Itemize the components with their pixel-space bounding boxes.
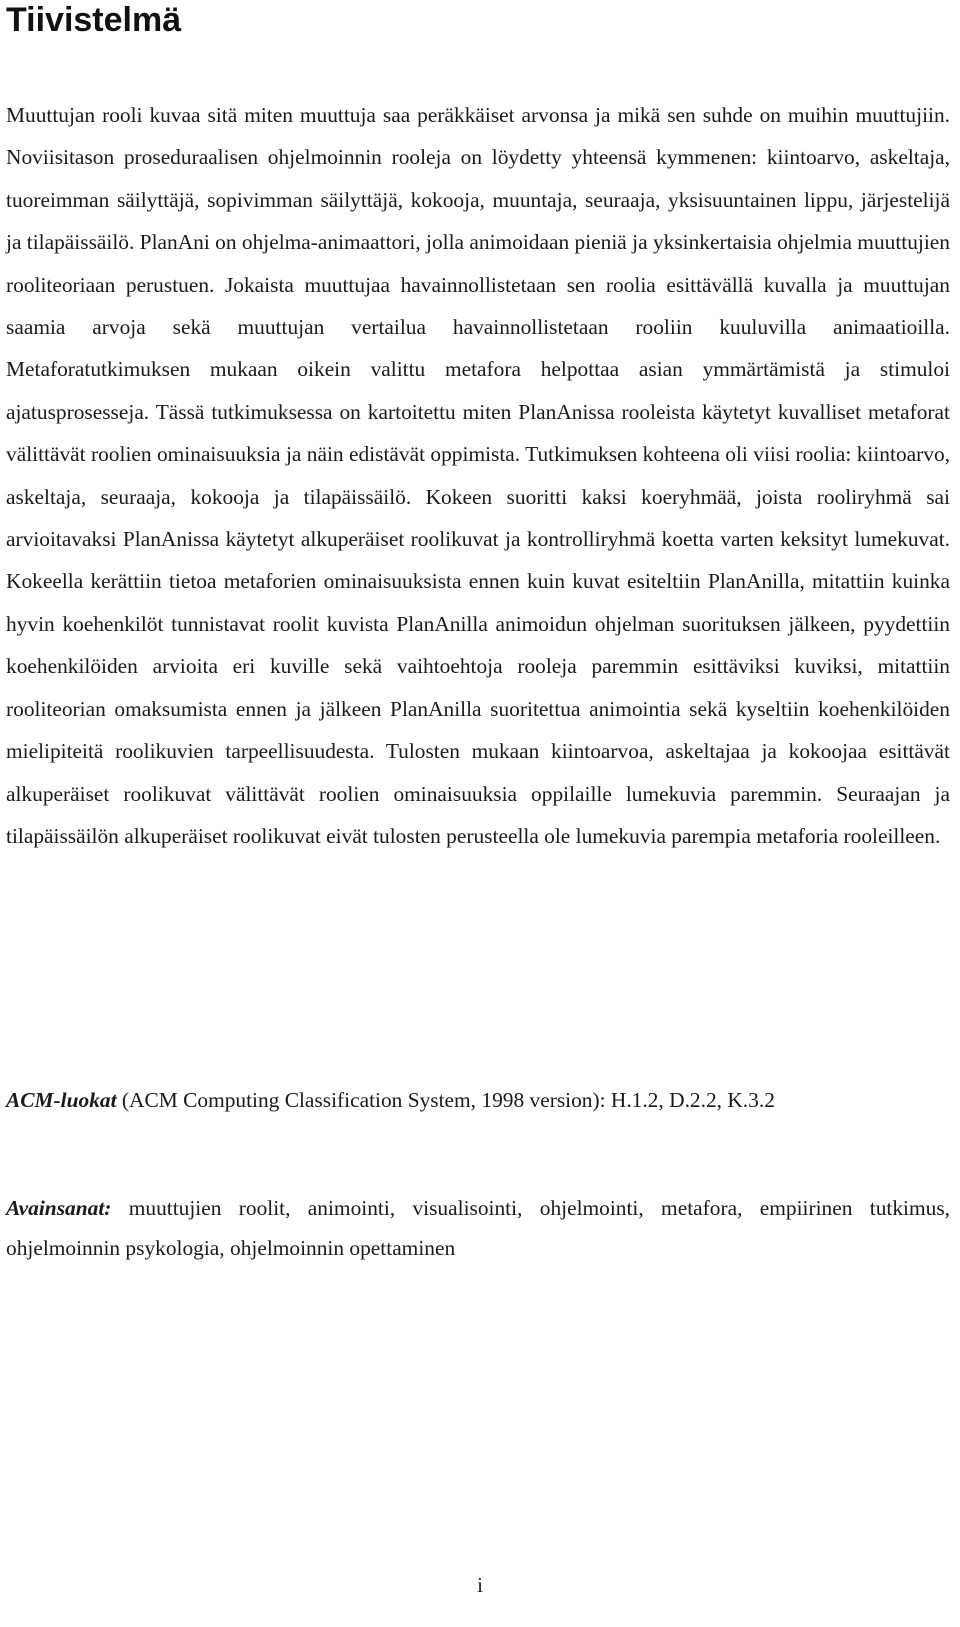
acm-classification [6,1080,950,1120]
acm-text: (ACM Computing Classification System, 1998 version): H.1.2, D.2.2, K.3.2 [116,1088,775,1112]
keywords-label: Avainsanat: [6,1196,112,1220]
keywords-text: muuttujien roolit, animointi, visualisointi, ohjelmointi, metafora, empiirinen tutkimus, ohjelmoinnin psykologia, ohjelmoinnin opettaminen [6,1196,950,1260]
page-number: i [477,1573,483,1597]
chapter-title: Tiivistelmä [6,1,182,39]
acm-label: ACM-luokat [6,1088,117,1112]
abstract-paragraph: Muuttujan rooli kuvaa sitä miten muuttuja saa peräkkäiset arvonsa ja mikä sen suhde on muihin muuttujiin. Noviisitason proseduraalisen ohjelmoinnin rooleja on löydetty yhteensä kymmenen: kiintoarvo, askeltaja, tuoreimman säilyttäjä, sopivimman säilyttäjä, kokooja, muuntaja, seuraaja, yksisuuntainen lippu, järjestelijä ja tilapäissäilö. PlanAni on ohjelma-animaattori, jolla animoidaan pieniä ja yksinkertaisia ohjelmia muuttujien rooliteoriaan perustuen. Jokaista muuttujaa havainnollistetaan sen roolia esittävällä kuvalla ja muuttujan saamia arvoja sekä muuttujan vertailua havainnollistetaan rooliin kuuluvilla animaatioilla. Metaforatutkimuksen mukaan oikein valittu metafora helpottaa asian ymmärtämistä ja stimuloi ajatusprosesseja. Tässä tutkimuksessa on kartoitettu miten PlanAnissa rooleista käytetyt kuvalliset metaforat välittävät roolien ominaisuuksia ja näin edistävät oppimista. Tutkimuksen kohteena oli viisi roolia: kiintoarvo, askeltaja, seuraaja, kokooja ja tilapäissäilö. Kokeen suoritti kaksi koeryhmää, joista rooliryhmä sai arvioitavaksi PlanAnissa käytetyt alkuperäiset roolikuvat ja kontrolliryhmä koetta varten keksityt lumekuvat. Kokeella kerättiin tietoa metaforien ominaisuuksista ennen kuin kuvat esiteltiin PlanAnilla, mitattiin kuinka hyvin koehenkilöt tunnistavat roolit kuvista PlanAnilla animoidun ohjelman suorituksen jälkeen, pyydettiin koehenkilöiden arvioita eri kuville sekä vaihtoehtoja rooleja paremmin esittäviksi kuviksi, mitattiin rooliteorian omaksumista ennen ja jälkeen PlanAnilla suoritettua animointia sekä kyseltiin koehenkilöiden mielipiteitä roolikuvien tarpeellisuudesta. Tulosten mukaan kiintoarvoa, askeltajaa ja kokoojaa esittävät alkuperäiset roolikuvat välittävät roolien ominaisuuksia oppilaille lumekuvia paremmin. Seuraajan ja tilapäissäilön alkuperäiset roolikuvat eivät tulosten perusteella ole lumekuvia parempia metaforia rooleilleen. [6,103,950,848]
keywords [6,1188,950,1268]
